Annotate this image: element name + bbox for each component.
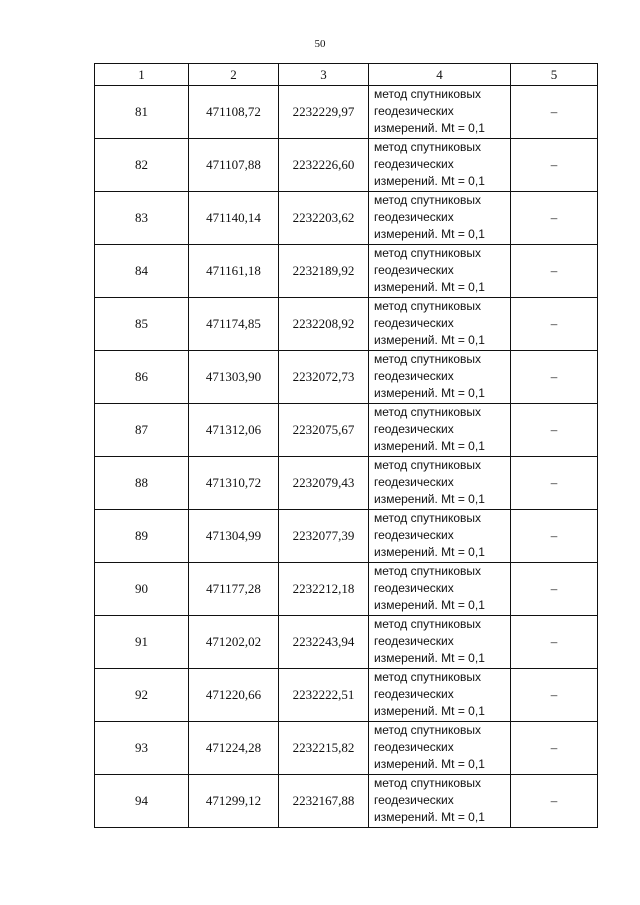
x-coordinate-cell: 471299,12 <box>189 775 279 828</box>
x-coordinate-cell: 471108,72 <box>189 86 279 139</box>
method-line: геодезических <box>374 157 454 171</box>
point-number-cell: 81 <box>95 86 189 139</box>
method-line: измерений. Mt = 0,1 <box>374 704 485 718</box>
point-number-cell: 87 <box>95 404 189 457</box>
table-row <box>95 298 598 351</box>
x-coordinate-cell: 471224,28 <box>189 722 279 775</box>
table-row <box>95 245 598 298</box>
method-line: геодезических <box>374 528 454 542</box>
method-line: метод спутниковых <box>374 140 482 154</box>
method-cell <box>369 775 511 828</box>
table-row <box>95 351 598 404</box>
column-header-1: 1 <box>95 64 189 86</box>
point-number-cell: 88 <box>95 457 189 510</box>
method-line: метод спутниковых <box>374 87 482 101</box>
note-cell: – <box>511 669 598 722</box>
method-line: геодезических <box>374 263 454 277</box>
method-cell <box>369 669 511 722</box>
method-line: геодезических <box>374 475 454 489</box>
note-cell: – <box>511 404 598 457</box>
table-row <box>95 457 598 510</box>
table-row <box>95 404 598 457</box>
point-number-cell: 89 <box>95 510 189 563</box>
method-line: метод спутниковых <box>374 564 482 578</box>
method-line: метод спутниковых <box>374 670 482 684</box>
method-line: метод спутниковых <box>374 723 482 737</box>
table-row <box>95 775 598 828</box>
method-line: геодезических <box>374 687 454 701</box>
method-cell <box>369 245 511 298</box>
method-cell <box>369 457 511 510</box>
method-line: измерений. Mt = 0,1 <box>374 174 485 188</box>
point-number-cell: 84 <box>95 245 189 298</box>
point-number-cell: 85 <box>95 298 189 351</box>
method-line: метод спутниковых <box>374 617 482 631</box>
x-coordinate-cell: 471174,85 <box>189 298 279 351</box>
note-cell: – <box>511 86 598 139</box>
y-coordinate-cell: 2232203,62 <box>279 192 369 245</box>
method-line: измерений. Mt = 0,1 <box>374 386 485 400</box>
y-coordinate-cell: 2232072,73 <box>279 351 369 404</box>
y-coordinate-cell: 2232167,88 <box>279 775 369 828</box>
x-coordinate-cell: 471312,06 <box>189 404 279 457</box>
table-row <box>95 563 598 616</box>
method-line: измерений. Mt = 0,1 <box>374 280 485 294</box>
x-coordinate-cell: 471107,88 <box>189 139 279 192</box>
column-header-5: 5 <box>511 64 598 86</box>
method-cell <box>369 192 511 245</box>
method-line: геодезических <box>374 422 454 436</box>
method-line: метод спутниковых <box>374 776 482 790</box>
x-coordinate-cell: 471177,28 <box>189 563 279 616</box>
note-cell: – <box>511 192 598 245</box>
method-line: метод спутниковых <box>374 405 482 419</box>
table-body <box>95 86 598 828</box>
method-line: метод спутниковых <box>374 458 482 472</box>
table-row <box>95 86 598 139</box>
method-line: метод спутниковых <box>374 352 482 366</box>
method-line: метод спутниковых <box>374 246 482 260</box>
method-line: метод спутниковых <box>374 193 482 207</box>
point-number-cell: 91 <box>95 616 189 669</box>
note-cell: – <box>511 139 598 192</box>
method-cell <box>369 351 511 404</box>
x-coordinate-cell: 471304,99 <box>189 510 279 563</box>
method-line: метод спутниковых <box>374 511 482 525</box>
note-cell: – <box>511 510 598 563</box>
method-line: геодезических <box>374 793 454 807</box>
method-line: измерений. Mt = 0,1 <box>374 227 485 241</box>
method-cell <box>369 616 511 669</box>
table-row <box>95 722 598 775</box>
method-line: измерений. Mt = 0,1 <box>374 333 485 347</box>
point-number-cell: 82 <box>95 139 189 192</box>
y-coordinate-cell: 2232079,43 <box>279 457 369 510</box>
x-coordinate-cell: 471220,66 <box>189 669 279 722</box>
method-line: геодезических <box>374 634 454 648</box>
method-line: измерений. Mt = 0,1 <box>374 598 485 612</box>
method-line: измерений. Mt = 0,1 <box>374 439 485 453</box>
page-number: 50 <box>314 38 326 50</box>
y-coordinate-cell: 2232077,39 <box>279 510 369 563</box>
method-cell <box>369 139 511 192</box>
method-line: измерений. Mt = 0,1 <box>374 121 485 135</box>
method-line: геодезических <box>374 316 454 330</box>
column-header-3: 3 <box>279 64 369 86</box>
note-cell: – <box>511 351 598 404</box>
y-coordinate-cell: 2232189,92 <box>279 245 369 298</box>
method-line: метод спутниковых <box>374 299 482 313</box>
y-coordinate-cell: 2232229,97 <box>279 86 369 139</box>
table-row <box>95 510 598 563</box>
column-header-4: 4 <box>369 64 511 86</box>
y-coordinate-cell: 2232208,92 <box>279 298 369 351</box>
y-coordinate-cell: 2232215,82 <box>279 722 369 775</box>
y-coordinate-cell: 2232075,67 <box>279 404 369 457</box>
method-line: измерений. Mt = 0,1 <box>374 651 485 665</box>
y-coordinate-cell: 2232243,94 <box>279 616 369 669</box>
y-coordinate-cell: 2232222,51 <box>279 669 369 722</box>
point-number-cell: 90 <box>95 563 189 616</box>
y-coordinate-cell: 2232212,18 <box>279 563 369 616</box>
method-line: геодезических <box>374 740 454 754</box>
note-cell: – <box>511 616 598 669</box>
x-coordinate-cell: 471161,18 <box>189 245 279 298</box>
note-cell: – <box>511 245 598 298</box>
method-cell <box>369 86 511 139</box>
point-number-cell: 83 <box>95 192 189 245</box>
method-line: измерений. Mt = 0,1 <box>374 492 485 506</box>
method-line: геодезических <box>374 369 454 383</box>
y-coordinate-cell: 2232226,60 <box>279 139 369 192</box>
method-line: измерений. Mt = 0,1 <box>374 545 485 559</box>
table-row <box>95 192 598 245</box>
method-cell <box>369 722 511 775</box>
note-cell: – <box>511 298 598 351</box>
point-number-cell: 93 <box>95 722 189 775</box>
coordinates-table <box>94 63 598 828</box>
point-number-cell: 86 <box>95 351 189 404</box>
table-row <box>95 669 598 722</box>
method-cell <box>369 404 511 457</box>
x-coordinate-cell: 471303,90 <box>189 351 279 404</box>
column-header-2: 2 <box>189 64 279 86</box>
x-coordinate-cell: 471310,72 <box>189 457 279 510</box>
method-line: геодезических <box>374 581 454 595</box>
point-number-cell: 92 <box>95 669 189 722</box>
header-row <box>95 64 598 86</box>
x-coordinate-cell: 471140,14 <box>189 192 279 245</box>
x-coordinate-cell: 471202,02 <box>189 616 279 669</box>
method-line: геодезических <box>374 210 454 224</box>
table-row <box>95 139 598 192</box>
table-row <box>95 616 598 669</box>
method-cell <box>369 563 511 616</box>
note-cell: – <box>511 722 598 775</box>
method-cell <box>369 298 511 351</box>
method-cell <box>369 510 511 563</box>
note-cell: – <box>511 563 598 616</box>
method-line: измерений. Mt = 0,1 <box>374 757 485 771</box>
note-cell: – <box>511 457 598 510</box>
point-number-cell: 94 <box>95 775 189 828</box>
method-line: измерений. Mt = 0,1 <box>374 810 485 824</box>
note-cell: – <box>511 775 598 828</box>
method-line: геодезических <box>374 104 454 118</box>
